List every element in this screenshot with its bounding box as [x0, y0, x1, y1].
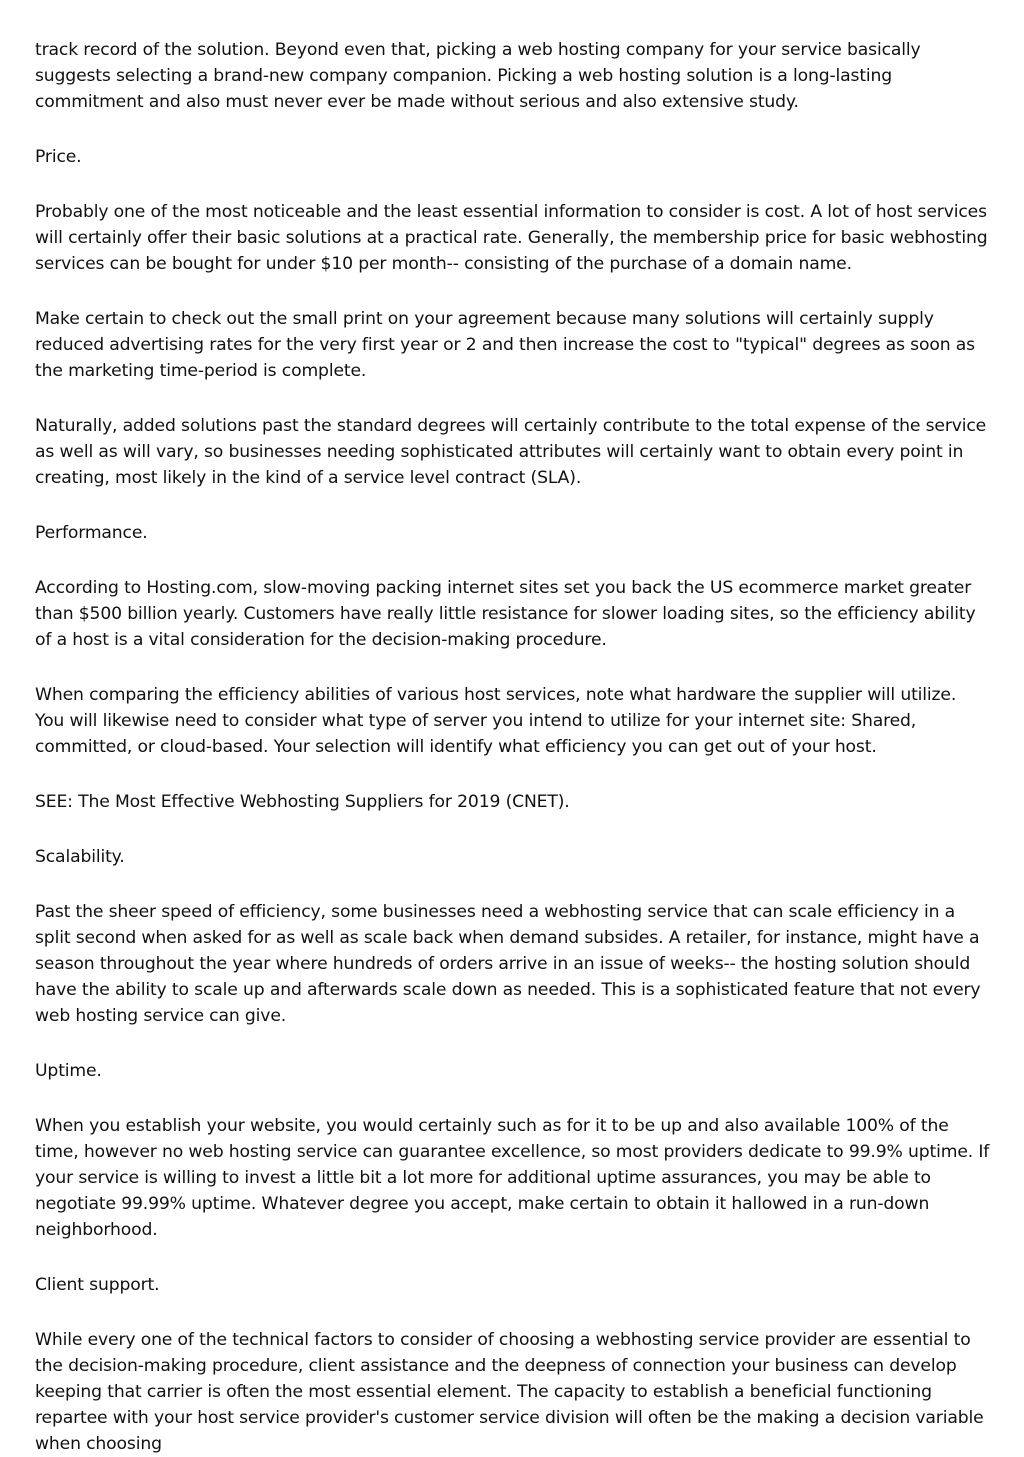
paragraph-price-small-print: Make certain to check out the small print on your agreement because many solutions will certainly supply reduced advertising rates for the very first year or 2 and then increase the cost to "typical" degrees as soon as the marketing time-period is complete. [35, 309, 975, 381]
heading-price: Price. [35, 147, 82, 167]
heading-uptime: Uptime. [35, 1061, 102, 1081]
heading-performance: Performance. [35, 523, 148, 543]
heading-client-support: Client support. [35, 1275, 160, 1295]
paragraph-uptime: When you establish your website, you would certainly such as for it to be up and also available 100% of the time, however no web hosting service can guarantee excellence, so most providers dedicate to 99.9% uptime. If your service is willing to invest a little bit a lot more for additional uptime assurances, you may be able to negotiate 99.99% uptime. Whatever degree you accept, make certain to obtain it hallowed in a run-down neighborhood. [35, 1116, 990, 1240]
paragraph-client-support: While every one of the technical factors to consider of choosing a webhosting service provider are essential to the decision-making procedure, client assistance and the deepness of connection your business can develop keeping that carrier is often the most essential element. The capacity to establish a beneficial functioning repartee with your host service provider's customer service division will often be the making a decision variable when choosing [35, 1330, 984, 1454]
paragraph-performance-hardware: When comparing the efficiency abilities of various host services, note what hardware the supplier will utilize. You will likewise need to consider what type of server you intend to utilize for your internet site: Shared, committed, or cloud-based. Your selection will identify what efficiency you can get out of your host. [35, 685, 957, 757]
paragraph-performance-hosting-com: According to Hosting.com, slow-moving packing internet sites set you back the US ecommerce market greater than $500 billion yearly. Customers have really little resistance for slower loading sites, so the efficiency ability of a host is a vital consideration for the decision-making procedure. [35, 578, 976, 650]
paragraph-price-added-solutions: Naturally, added solutions past the standard degrees will certainly contribute to the total expense of the service as well as will vary, so businesses needing sophisticated attributes will certainly want to obtain every point in creating, most likely in the kind of a service level contract (SLA). [35, 416, 987, 488]
paragraph-price-cost: Probably one of the most noticeable and the least essential information to consider is cost. A lot of host services will certainly offer their basic solutions at a practical rate. Generally, the membership price for basic webhosting services can be bought for under $10 per month-- consisting of the purchase of a domain name. [35, 202, 988, 274]
paragraph-scalability: Past the sheer speed of efficiency, some businesses need a webhosting service that can scale efficiency in a split second when asked for as well as scale back when demand subsides. A retailer, for instance, might have a season throughout the year where hundreds of orders arrive in an issue of weeks-- the hosting solution should have the ability to scale up and afterwards scale down as needed. This is a sophisticated feature that not every web hosting service can give. [35, 902, 981, 1026]
paragraph-see-reference: SEE: The Most Effective Webhosting Suppliers for 2019 (CNET). [35, 792, 570, 812]
heading-scalability: Scalability. [35, 847, 125, 867]
paragraph-intro-continued: track record of the solution. Beyond even that, picking a web hosting company for your service basically suggests selecting a brand-new company companion. Picking a web hosting solution is a long-lasting commitment and also must never ever be made without serious and also extensive study. [35, 40, 921, 112]
